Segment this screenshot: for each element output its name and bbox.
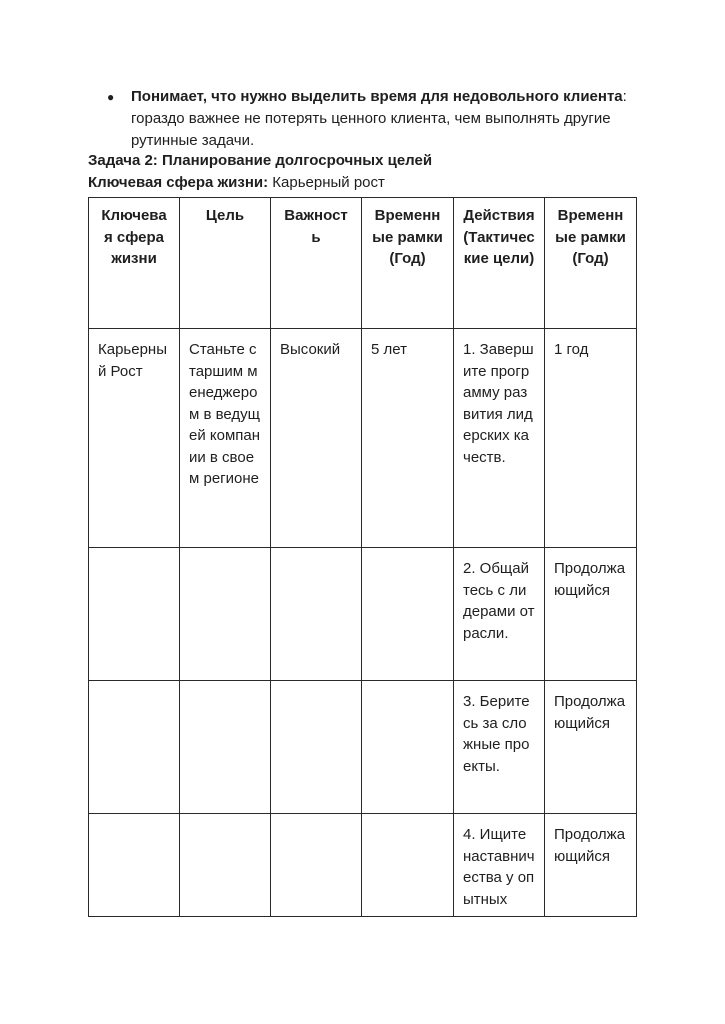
table-cell: Продолжающийся [545, 814, 637, 917]
table-cell [180, 814, 271, 917]
table-cell [362, 814, 454, 917]
header-cell: Действия (Тактические цели) [454, 198, 545, 329]
table-cell: Продолжающийся [545, 548, 637, 681]
table-cell [271, 681, 362, 814]
table-header-row [89, 198, 637, 329]
bullet-item [107, 86, 632, 152]
table-cell [89, 681, 180, 814]
table-cell: Продолжающийся [545, 681, 637, 814]
table-cell [362, 681, 454, 814]
table-cell: 1 год [545, 329, 637, 548]
goals-table [88, 197, 637, 917]
bullet-dot-icon: ● [107, 90, 115, 104]
task-title-text: Задача 2: Планирование долгосрочных целей [88, 152, 433, 169]
table-cell: Высокий [271, 329, 362, 548]
bullet-rest-text: : гораздо важнее не потерять ценного клиента, чем выполнять другие рутинные задачи. [131, 88, 627, 149]
header-cell: Временные рамки (Год) [545, 198, 637, 329]
header-cell: Важность [271, 198, 362, 329]
table-cell: Карьерный Рост [89, 329, 180, 548]
table-cell [271, 548, 362, 681]
table-cell [180, 548, 271, 681]
header-cell: Ключевая сфера жизни [89, 198, 180, 329]
table-cell: 3. Беритесь за сложные проекты. [454, 681, 545, 814]
sphere-label: Ключевая сфера жизни: [88, 174, 269, 191]
table-row [89, 681, 637, 814]
table-cell: 2. Общайтесь с лидерами отрасли. [454, 548, 545, 681]
table-cell [362, 548, 454, 681]
table-cell: 1. Завершите программу развития лидерских качеств. [454, 329, 545, 548]
table-cell: Станьте старшим менеджером в ведущей компании в своем регионе [180, 329, 271, 548]
table-cell: 5 лет [362, 329, 454, 548]
sphere-line [88, 172, 385, 194]
header-cell: Временные рамки (Год) [362, 198, 454, 329]
table-cell: 4. Ищите наставничества у опытных [454, 814, 545, 917]
table-cell [271, 814, 362, 917]
table-cell [89, 814, 180, 917]
task-title [88, 150, 432, 172]
table-row [89, 329, 637, 548]
sphere-value: Карьерный рост [268, 174, 385, 191]
table-row [89, 548, 637, 681]
bullet-text [131, 86, 632, 152]
table-row [89, 814, 637, 917]
table-cell [89, 548, 180, 681]
table-cell [180, 681, 271, 814]
header-cell: Цель [180, 198, 271, 329]
bullet-bold-text: Понимает, что нужно выделить время для недовольного клиента [131, 88, 623, 105]
